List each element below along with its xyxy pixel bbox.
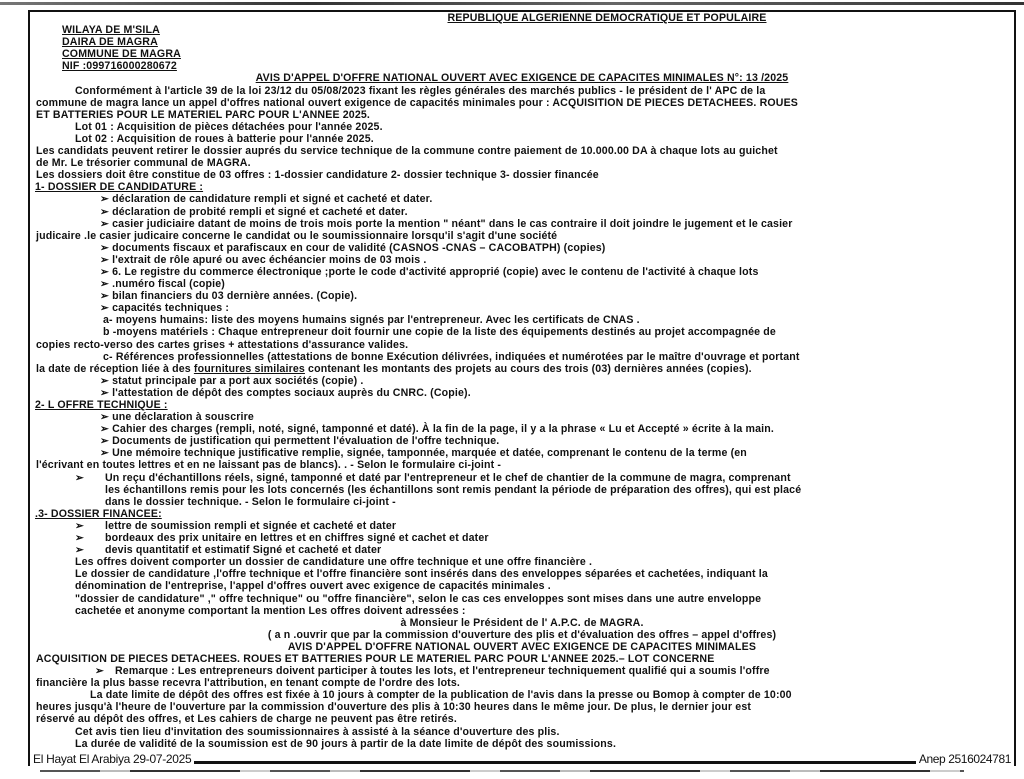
text-line <box>30 193 1014 205</box>
newspaper-source: El Hayat El Arabiya 29-07-2025 <box>28 752 191 766</box>
text-line <box>30 459 1014 471</box>
line-text: b -moyens matériels : Chaque entrepreneur doit fournir une copie de la liste des équipements destinés au projet accompagnée de <box>103 326 776 339</box>
heading-line <box>30 24 1014 36</box>
heading-line <box>30 72 1014 84</box>
line-text: ➢ Cahier des charges (rempli, noté, signé, tamponné et daté). À la fin de la page, il y a la phrase « Lu et Accepté » écrite à la main. <box>100 423 774 436</box>
heading-line <box>30 36 1014 48</box>
text-line <box>30 206 1014 218</box>
text-line <box>30 314 1014 326</box>
line-text: Lot 01 : Acquisition de pièces détachées pour l'année 2025. <box>75 120 383 133</box>
text-line <box>30 738 1014 750</box>
text-line <box>30 387 1014 399</box>
text-line <box>30 339 1014 351</box>
line-text: Remarque : Les entrepreneurs doivent participer à toutes les lots, et l'entrepreneur techniquement qualifié qui a soumis l'offre <box>115 665 770 678</box>
line-text: ➢ 6. Le registre du commerce électronique ;porte le code d'activité approprié (copie) avec le contenu de l'activité à chaque lots <box>100 265 759 278</box>
text-line <box>30 278 1014 290</box>
text-line <box>30 593 1014 605</box>
text-line <box>30 85 1014 97</box>
line-text: ➢ une déclaration à souscrire <box>100 411 254 424</box>
line-text: ➢ l'extrait de rôle apuré ou avec échéancier moins de 03 mois . <box>100 253 427 266</box>
line-text: La durée de validité de la soumission est de 90 jours à partir de la date limite de dépôt des soumissions. <box>75 737 617 750</box>
line-text: ➢ Documents de justification qui permettent l'évaluation de l'offre technique. <box>100 435 500 448</box>
text-line <box>30 641 1014 653</box>
text-line <box>30 109 1014 121</box>
text-line <box>30 484 1014 496</box>
line-text: ➢ capacités techniques : <box>100 302 230 315</box>
heading-line <box>30 399 1014 411</box>
line-text: ➢ casier judiciaire datant de moins de trois mois porte la mention " néant" dans le cas contraire il doit joindre le jugement et le casier <box>100 217 793 230</box>
line-text: La date limite de dépôt des offres est fixée à 10 jours à compter de la publication de l'avis dans la presse ou Bomop à compter de 10:00 <box>90 689 792 702</box>
line-text: WILAYA DE M'SILA <box>62 24 160 37</box>
line-text: ➢ bilan financiers du 03 dernière années. (Copie). <box>100 290 358 303</box>
line-text: REPUBLIQUE ALGERIENNE DEMOCRATIQUE ET POPULAIRE <box>447 12 767 24</box>
line-text: 1- DOSSIER DE CANDIDATURE : <box>35 181 204 194</box>
line-text: ➢ déclaration de probité rempli et signé et cacheté et dater. <box>100 205 408 218</box>
text-segment: contenant les montants des projets au cours des trois (03) dernières années (copies). <box>304 362 752 375</box>
text-line <box>30 266 1014 278</box>
text-line <box>30 423 1014 435</box>
heading-line <box>30 60 1014 72</box>
text-line <box>30 689 1014 701</box>
text-line <box>30 411 1014 423</box>
text-line <box>30 532 1014 544</box>
text-line <box>30 726 1014 738</box>
text-line <box>30 97 1014 109</box>
text-line <box>30 701 1014 713</box>
text-line <box>30 713 1014 725</box>
line-text: AVIS D'APPEL D'OFFRE NATIONAL OUVERT AVEC EXIGENCE DE CAPACITES MINIMALES <box>287 640 757 653</box>
line-text: Un reçu d'échantillons réels, signé, tamponné et daté par l'entrepreneur et le chef de chantier de la commune de magra, comprenant <box>105 471 791 484</box>
line-text: ➢ statut principale par a port aux sociétés (copie) . <box>100 374 364 387</box>
text-line <box>30 133 1014 145</box>
underlined-phrase: fournitures similaires <box>193 362 305 375</box>
line-text: .3- DOSSIER FINANCEE: <box>35 507 162 520</box>
text-line <box>30 653 1014 665</box>
text-line <box>30 435 1014 447</box>
text-line <box>30 375 1014 387</box>
text-line <box>30 580 1014 592</box>
line-text: Lot 02 : Acquisition de roues à batterie pour l'année 2025. <box>75 132 374 145</box>
line-text: Conformément à l'article 39 de la loi 23/12 du 05/08/2023 fixant les règles générales des marchés publics - le président de l' APC de la <box>75 84 766 97</box>
scan-bottom-edge <box>40 770 964 772</box>
line-text: cachetée et anonyme comportant la mention Les offres doivent adressées : <box>75 604 466 617</box>
line-text: réservé au dépôt des offres, et Les cahiers de charge ne peuvent pas être retirés. <box>36 713 457 726</box>
line-text: c- Références professionnelles (attestations de bonne Exécution délivrées, indiquées et numérotées par le maître d'ouvrage et portant <box>103 350 800 363</box>
line-text: judicaire .le casier judicaire concerne le candidat ou le soumissionnaire lorsqu'il s'agit d'une société <box>36 229 558 242</box>
text-line <box>30 665 1014 677</box>
line-text: ➢ l'attestation de dépôt des comptes sociaux auprès du CNRC. (Copie). <box>100 386 471 399</box>
bullet-arrow-icon: ➢ <box>75 471 85 484</box>
line-text: DAIRA DE MAGRA <box>62 36 158 49</box>
bullet-arrow-icon: ➢ <box>75 519 85 532</box>
line-text: dans le dossier technique. - Selon le formulaire ci-joint - <box>105 495 396 508</box>
text-line <box>30 556 1014 568</box>
scan-top-edge <box>0 2 1024 5</box>
line-text: ➢ Une mémoire technique justificative remplie, signée, tamponnée, marquée et datée, comprenant le contenu de la terme (en <box>100 447 747 460</box>
line-text: "dossier de candidature" ," offre technique" ou "offre financière", selon le cas ces enveloppes sont mises dans une autre enveloppe <box>75 592 762 605</box>
text-line <box>30 254 1014 266</box>
line-text: ACQUISITION DE PIECES DETACHEES. ROUES ET BATTERIES POUR LE MATERIEL PARC POUR L'ANNEE 2025.– LOT CONCERNE <box>36 652 715 665</box>
line-text: financière la plus basse recevra l'attribution, en tenant compte de l'ordre des lots. <box>36 677 460 690</box>
line-text: AVIS D'APPEL D'OFFRE NATIONAL OUVERT AVEC EXIGENCE DE CAPACITES MINIMALES N°: 13 /2025 <box>255 72 789 85</box>
line-text: l'écrivant en toutes lettres et en ne laissant pas de blancs). . - Selon le formulaire ci-joint - <box>36 459 502 472</box>
text-line <box>30 169 1014 181</box>
line-text: Les offres doivent comporter un dossier de candidature une offre technique et une offre financière . <box>75 556 593 569</box>
text-line <box>30 447 1014 459</box>
line-text: Les dossiers doit être constitue de 03 offres : 1-dossier candidature 2- dossier technique 3- dossier financée <box>36 169 599 182</box>
anep-reference: Anep 2516024781 <box>919 752 1016 766</box>
line-text: ➢ documents fiscaux et parafiscaux en cour de validité (CASNOS -CNAS – CACOBATPH) (copies) <box>100 241 606 254</box>
text-line <box>30 230 1014 242</box>
line-text: 2- L OFFRE TECHNIQUE : <box>35 399 168 411</box>
bullet-arrow-icon: ➢ <box>75 532 85 545</box>
line-text: devis quantitatif et estimatif Signé et cacheté et dater <box>105 544 382 557</box>
publication-footer <box>28 750 1016 766</box>
line-text: heures jusqu'à l'heure de l'ouverture par la commission d'ouverture des plis à 10:30 heures dans le même jour. De plus, le dernier jour est <box>36 701 752 714</box>
text-segment: la date de réception liée à des <box>36 362 194 375</box>
text-line <box>30 242 1014 254</box>
text-line <box>30 677 1014 689</box>
text-line <box>30 472 1014 484</box>
heading-line <box>30 508 1014 520</box>
heading-line <box>30 48 1014 60</box>
line-text: ET BATTERIES POUR LE MATERIEL PARC POUR L'ANNEE 2025. <box>36 108 371 121</box>
text-line <box>30 351 1014 363</box>
text-line <box>30 326 1014 338</box>
text-line <box>30 496 1014 508</box>
tender-notice-body <box>30 12 1014 750</box>
line-text: Les candidats peuvent retirer le dossier auprés du service technique de la commune contre paiement de 10.000.00 DA à chaque lots au guichet <box>36 145 778 158</box>
line-text: bordeaux des prix unitaire en lettres et en chiffres signé et cachet et dater <box>105 532 489 545</box>
line-text: commune de magra lance un appel d'offres national ouvert exigence de capacités minimales pour : ACQUISITION DE PIECES DETACHEES. ROUES <box>36 96 799 109</box>
text-line <box>30 520 1014 532</box>
line-text: Cet avis tien lieu d'invitation des soumissionnaires à assisté à la séance d'ouverture des plis. <box>75 725 560 738</box>
text-line <box>30 363 1014 375</box>
line-text: a- moyens humains: liste des moyens humains signés par l'entrepreneur. Avec les certificats de CNAS . <box>103 314 640 327</box>
line-text: lettre de soumission rempli et signée et cacheté et dater <box>105 519 397 532</box>
text-line <box>30 302 1014 314</box>
text-line <box>30 218 1014 230</box>
text-line <box>30 568 1014 580</box>
text-line <box>30 145 1014 157</box>
bullet-arrow-icon: ➢ <box>75 544 85 557</box>
line-text: ( a n .ouvrir que par la commission d'ouverture des plis et d'évaluation des offres – appel d'offres) <box>267 628 777 641</box>
text-line <box>30 629 1014 641</box>
footer-rule <box>194 761 915 764</box>
text-line <box>30 290 1014 302</box>
text-line <box>30 121 1014 133</box>
line-text: de Mr. Le trésorier communal de MAGRA. <box>36 157 251 170</box>
line-text: NIF :099716000280672 <box>62 60 177 73</box>
heading-line <box>30 181 1014 193</box>
line-text: ➢ .numéro fiscal (copie) <box>100 278 225 291</box>
text-line <box>30 544 1014 556</box>
text-line <box>30 157 1014 169</box>
text-line <box>30 605 1014 617</box>
bullet-arrow-icon: ➢ <box>95 665 105 678</box>
line-text: dénomination de l'entreprise, l'appel d'offres ouvert avec exigence de capacités minimales . <box>75 580 551 593</box>
heading-line <box>30 12 1014 24</box>
line-text: copies recto-verso des cartes grises + attestations d'assurance valides. <box>36 338 409 351</box>
line-text: à Monsieur le Président de l' A.P.C. de MAGRA. <box>400 616 644 629</box>
text-line <box>30 617 1014 629</box>
line-text: Le dossier de candidature ,l'offre technique et l'offre financière sont insérés dans des enveloppes séparées et cachetées, indiquant la <box>75 568 768 581</box>
line-text: les échantillons remis pour les lots concernés (les échantillons sont remis pendant la période de préparation des offres), qui est placé <box>105 483 802 496</box>
line-text: COMMUNE DE MAGRA <box>62 48 181 61</box>
line-text: ➢ déclaration de candidature rempli et signé et cacheté et dater. <box>100 193 433 206</box>
